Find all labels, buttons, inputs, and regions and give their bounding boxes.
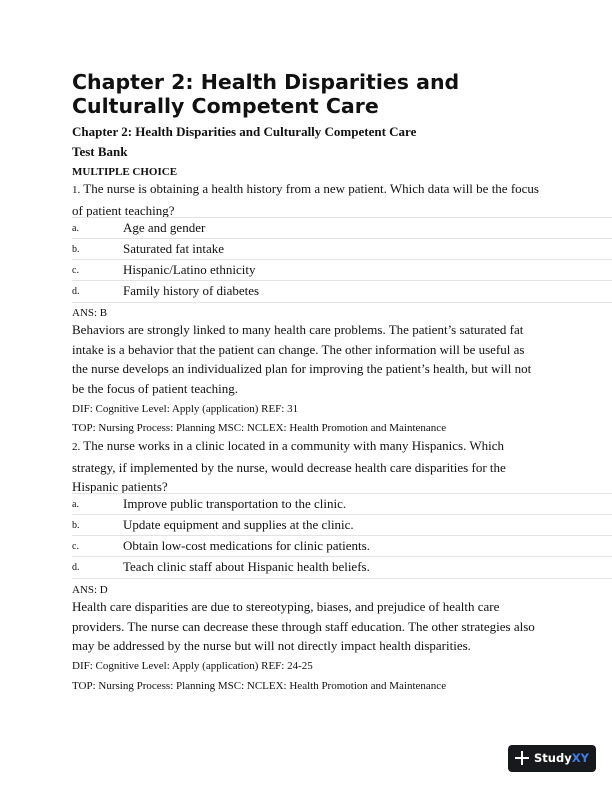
option-text: Family history of diabetes: [123, 283, 260, 298]
option-letter: c.: [72, 265, 79, 276]
question-1-answer: ANS: B: [72, 307, 108, 319]
option-letter: c.: [72, 541, 79, 552]
question-2-option-b[interactable]: [72, 514, 612, 536]
plus-icon: [514, 750, 530, 770]
option-letter: a.: [72, 499, 79, 510]
option-text: Age and gender: [123, 220, 206, 235]
question-2-rationale: Health care disparities are due to stereotyping, biases, and prejudice of health care providers. The nurse can decrease these through staff education. The other strategies also may be addressed by the nurse but will not directly impact health disparities.: [72, 599, 535, 654]
question-1-option-c[interactable]: [72, 259, 612, 281]
test-bank-label: Test Bank: [72, 144, 128, 159]
option-text: Update equipment and supplies at the clinic.: [123, 517, 354, 532]
question-2-option-a[interactable]: [72, 493, 612, 515]
question-text: The nurse is obtaining a health history from a new patient. Which data will be the focus of patient teaching?: [72, 181, 539, 218]
question-1-option-d[interactable]: [72, 280, 612, 303]
question-1-rationale: Behaviors are strongly linked to many health care problems. The patient’s saturated fat intake is a behavior that the patient can change. The other information will be useful as the nurse develops an individualized plan for improving the patient’s health, but will not be the focus of patient teaching.: [72, 322, 532, 397]
question-1-option-a[interactable]: [72, 217, 612, 239]
section-heading: MULTIPLE CHOICE: [72, 166, 178, 178]
question-number: 1.: [72, 184, 81, 196]
option-text: Teach clinic staff about Hispanic health beliefs.: [123, 559, 370, 574]
option-text: Saturated fat intake: [123, 241, 225, 256]
option-text: Obtain low-cost medications for clinic patients.: [123, 538, 370, 553]
question-1-option-b[interactable]: [72, 238, 612, 260]
question-1-stem: [72, 179, 542, 220]
question-2-stem: [72, 436, 542, 497]
option-text: Hispanic/Latino ethnicity: [123, 262, 256, 277]
question-number: 2.: [72, 441, 81, 453]
studyxy-logo-text: StudyXY: [534, 751, 589, 765]
chapter-subtitle: Chapter 2: Health Disparities and Culturally Competent Care: [72, 124, 417, 139]
option-letter: d.: [72, 286, 80, 297]
question-2-answer: ANS: D: [72, 584, 108, 596]
question-2-option-c[interactable]: [72, 535, 612, 557]
option-text: Improve public transportation to the clinic.: [123, 496, 347, 511]
question-2-dif: DIF: Cognitive Level: Apply (application) REF: 24-25: [72, 660, 313, 672]
studyxy-badge[interactable]: [508, 745, 596, 772]
option-letter: b.: [72, 520, 80, 531]
question-2-option-d[interactable]: [72, 556, 612, 579]
option-letter: d.: [72, 562, 80, 573]
option-letter: b.: [72, 244, 80, 255]
question-1-dif: DIF: Cognitive Level: Apply (application) REF: 31: [72, 403, 299, 415]
question-2-topic: TOP: Nursing Process: Planning MSC: NCLEX: Health Promotion and Maintenance: [72, 680, 447, 692]
question-text: The nurse works in a clinic located in a community with many Hispanics. Which strategy, if implemented by the nurse, would decrease health care disparities for the Hispanic patients?: [72, 438, 506, 495]
option-letter: a.: [72, 223, 79, 234]
document-title: Chapter 2: Health Disparities and Culturally Competent Care: [72, 70, 460, 118]
question-1-topic: TOP: Nursing Process: Planning MSC: NCLEX: Health Promotion and Maintenance: [72, 422, 447, 434]
